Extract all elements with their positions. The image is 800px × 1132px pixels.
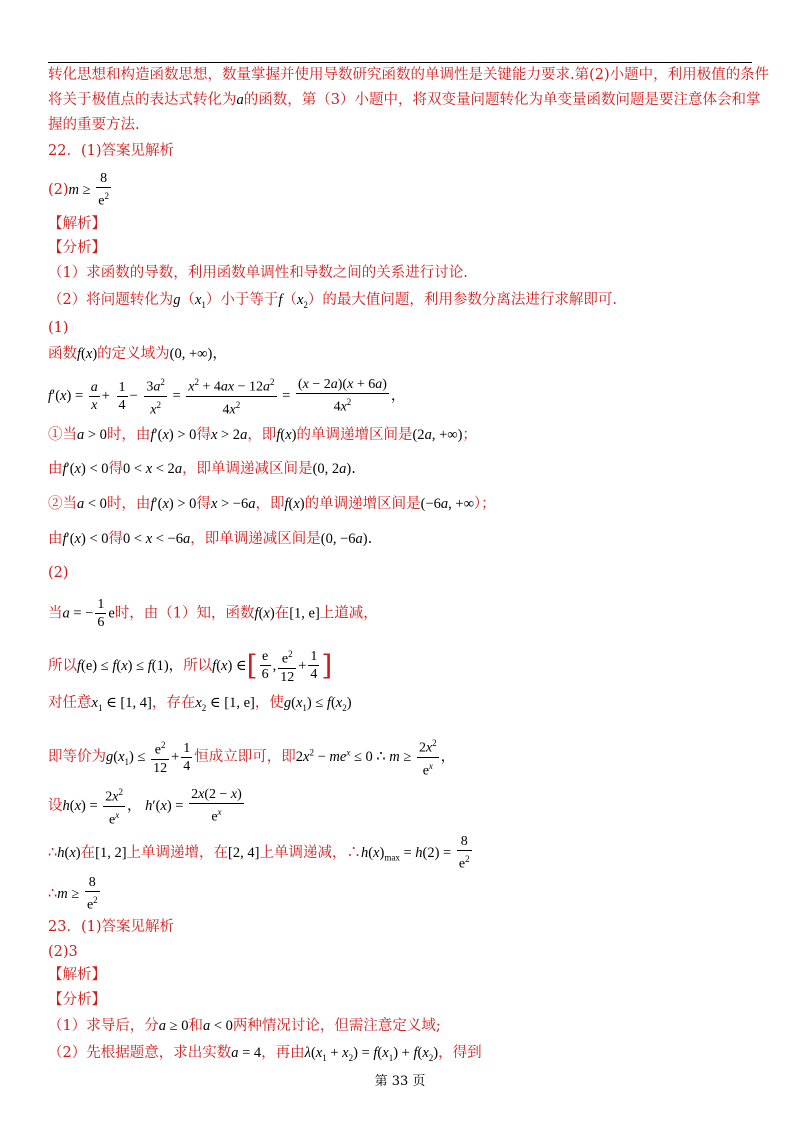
q22-answer-2: (2)m ≥ $\frac{8}{e^2}$: [48, 171, 109, 209]
intro-line-1: 转化思想和构造函数思想，数量掌握并使用导数研究函数的单调性是关键能力要求.第(2)小题中，利用极值的条件: [48, 67, 770, 83]
q22-work-2: 所以f(e) ≤ f(x) ≤ f(1)，所以f(x) ∈[ $\frac{e}{6}$ , $\frac{e^2}{12}$ + $\frac{1}{4}$ ]: [48, 646, 332, 686]
intro-line-2: 将关于极值点的表达式转化为a的函数，第（3）小题中，将双变量问题转化为单变量函数问题是要注意体会和掌: [48, 92, 761, 108]
q22-derivative-formula: f′(x) = $\frac{a}{x}$ + $\frac{1}{4}$ − $\frac{3a^2}{x^2}$ = $\frac{x^2 + 4ax - 12a^2}{4x^2}$ = $\frac{(x - 2a)(x + 6a)}{4x^2}$ ，: [48, 374, 405, 418]
q22-work-3: 对任意$x_1$ ∈ [1, 4]，存在$x_2$ ∈ [1, e]，使$g(x_1) \le f(x_2)$: [48, 695, 352, 713]
q22-heading: 22．(1)答案见解析: [48, 143, 174, 159]
q23-fenxi-1: （1）求导后，分a ≥ 0和a < 0两种情况讨论，但需注意定义域;: [48, 1018, 441, 1034]
q22-fenxi-2: （2）将问题转化为$g(x_1)$小于等于$f(x_2)$的最大值问题，利用参数分离法进行求解即可.: [48, 292, 617, 310]
q22-work-6: ∴h(x)在[1, 2]上单调递增，在[2, 4]上单调递减，$\therefore h(x)_{max} = h(2)$ = $\frac{8}{e^2}$: [48, 834, 470, 872]
q23-fenxi: 【分析】: [48, 992, 106, 1008]
q22-work-4: 即等价为$g(x_1)$ ≤ $\frac{e^2}{12}$ + $\frac{1}{4}$ 恒成立即可，即$2x^2 - me^x \le 0$ ∴ m ≥ $\frac{2x^2}{e^x}$ ，: [48, 735, 455, 779]
q22-work-5: 设h(x) = $\frac{2x^2}{e^x}$ ， h′(x) = $\frac{2x(2 - x)}{e^x}$: [48, 784, 246, 828]
q23-heading: 23．(1)答案见解析: [48, 919, 174, 935]
q22-jiexi: 【解析】: [48, 216, 106, 232]
q23-fenxi-2: （2）先根据题意，求出实数a = 4，再由$\lambda(x_1 + x_2) = f(x_1) + f(x_2)$，得到: [48, 1045, 482, 1063]
q23-answer-2: (2)3: [48, 944, 78, 960]
q22-case-2: ②当a < 0时，由f′(x) > 0得x > −6a，即f(x)的单调递增区间是(−6a, +∞）；: [48, 496, 496, 512]
q22-case-1: ①当a > 0时，由f′(x) > 0得x > 2a，即f(x)的单调递增区间是(2a, +∞)；: [48, 427, 477, 443]
q22-part-1-label: (1): [48, 320, 69, 336]
q23-jiexi: 【解析】: [48, 967, 106, 983]
q22-case-1-decrease: 由f′(x) < 0得0 < x < 2a，即单调递减区间是(0, 2a).: [48, 461, 356, 477]
q22-work-7: ∴m ≥ $\frac{8}{e^2}$: [48, 875, 98, 913]
q22-case-2-decrease: 由f′(x) < 0得0 < x < −6a，即单调递减区间是(0, −6a).: [48, 531, 373, 547]
intro-line-3: 握的重要方法.: [48, 117, 140, 133]
q22-fenxi: 【分析】: [48, 240, 106, 256]
q22-domain-line: 函数f(x)的定义域为(0, +∞)，: [48, 346, 227, 362]
q22-work-1: 当a = − $\frac{1}{6}$ e时，由（1）知，函数f(x)在[1, e]上道减，: [48, 597, 378, 630]
header-rule: [48, 62, 752, 63]
q22-fenxi-1: （1）求函数的导数，利用函数单调性和导数之间的关系进行讨论.: [48, 265, 468, 281]
q22-part-2-label: (2): [48, 565, 69, 581]
page-number: 第 33 页: [374, 1074, 426, 1089]
